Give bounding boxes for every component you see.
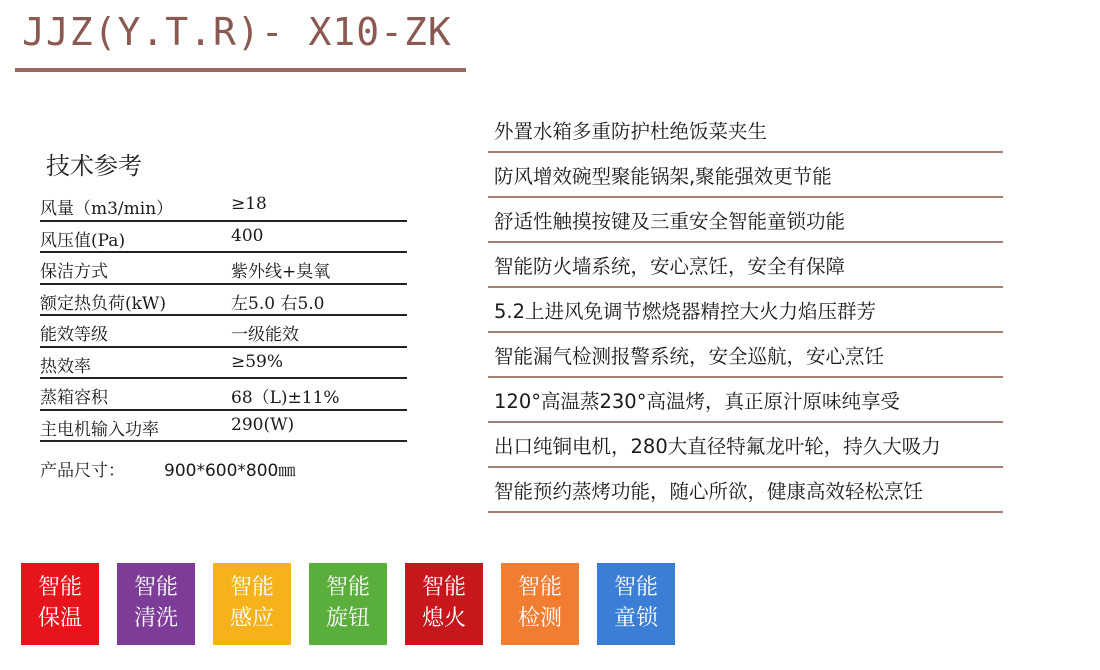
spec-value: 290(W)	[231, 414, 295, 435]
product-size	[40, 456, 295, 481]
spec-key: 风压值(Pa)	[40, 230, 126, 251]
spec-row-steam-volume	[40, 379, 407, 411]
feature-list	[488, 108, 1003, 513]
badge-smart-warming	[21, 563, 99, 645]
feature-item	[488, 423, 1003, 468]
size-value: 900*600*800㎜	[164, 461, 296, 481]
spec-table	[40, 190, 407, 442]
badge-line2: 旋钮	[325, 606, 370, 631]
spec-key: 额定热负荷(kW)	[40, 293, 167, 314]
spec-key: 风量（m3/min）	[40, 199, 174, 219]
badge-smart-detection	[501, 563, 579, 645]
title-underline	[15, 68, 466, 72]
feature-text: 120°高温蒸230°高温烤，真正原汁原味纯享受	[494, 390, 900, 413]
badge-line1: 智能	[229, 575, 274, 600]
feature-text: 智能防火墙系统，安心烹饪，安全有保障	[494, 255, 846, 278]
feature-item	[488, 378, 1003, 423]
spec-heading: 技术参考	[46, 152, 142, 180]
badge-smart-child-lock	[597, 563, 675, 645]
feature-text: 舒适性触摸按键及三重安全智能童锁功能	[494, 210, 846, 233]
badge-smart-cleaning	[117, 563, 195, 645]
spec-key: 能效等级	[40, 325, 108, 345]
feature-text: 智能漏气检测报警系统，安全巡航，安心烹饪	[494, 345, 885, 368]
spec-value: ≥18	[231, 194, 267, 214]
badge-smart-sensing	[213, 563, 291, 645]
feature-text: 防风增效碗型聚能锅架,聚能强效更节能	[494, 165, 832, 188]
size-label: 产品尺寸：	[40, 461, 125, 481]
spec-key: 热效率	[40, 356, 91, 377]
feature-text: 外置水箱多重防护杜绝饭菜夹生	[494, 120, 768, 143]
spec-value: 紫外线+臭氧	[231, 262, 331, 282]
badge-line1: 智能	[133, 575, 178, 600]
feature-item	[488, 153, 1003, 198]
badge-line2: 保温	[37, 606, 82, 631]
spec-value: 68（L)±11%	[231, 388, 340, 408]
feature-item	[488, 288, 1003, 333]
spec-row-heat-load	[40, 285, 407, 317]
spec-value: 一级能效	[231, 325, 299, 345]
badge-line2: 清洗	[133, 606, 178, 631]
spec-key: 蒸箱容积	[40, 388, 108, 408]
feature-text: 出口纯铜电机，280大直径特氟龙叶轮，持久大吸力	[494, 435, 941, 458]
feature-item	[488, 108, 1003, 153]
spec-key: 保洁方式	[40, 262, 108, 282]
feature-text: 5.2上进风免调节燃烧器精控大火力焰压群芳	[494, 300, 877, 323]
badge-smart-knob	[309, 563, 387, 645]
badge-smart-flameout	[405, 563, 483, 645]
spec-value: 400	[231, 225, 264, 246]
badge-line1: 智能	[613, 575, 658, 600]
spec-key: 主电机输入功率	[40, 419, 159, 440]
badge-line2: 童锁	[613, 606, 658, 631]
spec-row-motor-power	[40, 411, 407, 443]
spec-value: 左5.0 右5.0	[231, 293, 325, 314]
spec-row-airflow	[40, 190, 407, 222]
badge-line1: 智能	[37, 575, 82, 600]
spec-row-efficiency	[40, 348, 407, 380]
feature-item	[488, 468, 1003, 513]
feature-item	[488, 333, 1003, 378]
spec-row-cleaning	[40, 253, 407, 285]
badge-line1: 智能	[421, 575, 466, 600]
product-model-title: JJZ(Y.T.R)- X10-ZK	[22, 10, 452, 54]
badge-line1: 智能	[325, 575, 370, 600]
badge-line2: 检测	[517, 606, 562, 631]
feature-item	[488, 243, 1003, 288]
feature-text: 智能预约蒸烤功能，随心所欲，健康高效轻松烹饪	[494, 480, 924, 503]
feature-item	[488, 198, 1003, 243]
spec-value: ≥59%	[231, 351, 284, 372]
spec-row-pressure	[40, 222, 407, 254]
badge-line1: 智能	[517, 575, 562, 600]
spec-row-energy-grade	[40, 316, 407, 348]
badge-line2: 感应	[229, 606, 274, 631]
badge-line2: 熄火	[421, 606, 466, 631]
